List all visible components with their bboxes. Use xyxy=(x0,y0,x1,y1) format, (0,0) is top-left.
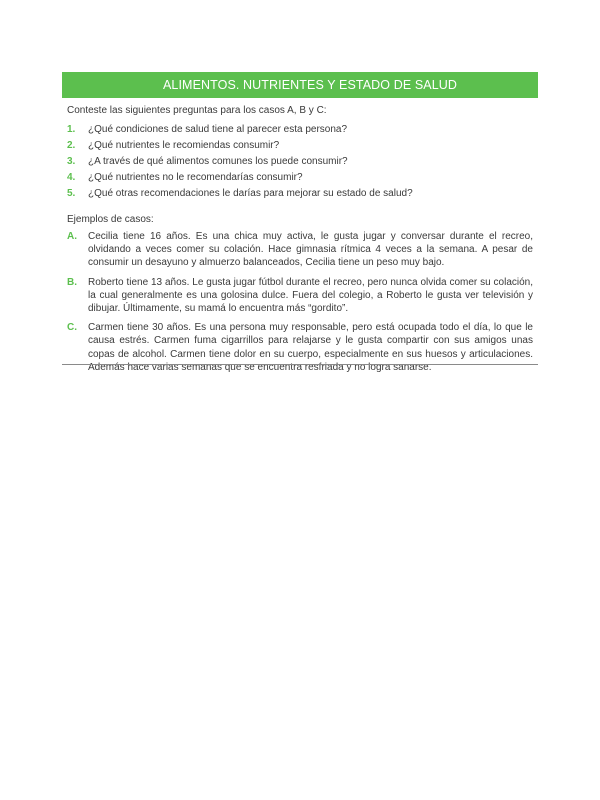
question-item xyxy=(67,171,533,187)
case-item xyxy=(67,276,533,316)
bottom-divider xyxy=(62,364,538,365)
question-list xyxy=(67,123,533,203)
question-text: ¿A través de qué alimentos comunes los puede consumir? xyxy=(88,156,348,167)
instructions-text: Conteste las siguientes preguntas para los casos A, B y C: xyxy=(67,105,327,116)
section-title: ALIMENTOS. NUTRIENTES Y ESTADO DE SALUD xyxy=(163,78,458,92)
case-text: Roberto tiene 13 años. Le gusta jugar fútbol durante el recreo, pero nunca olvida comer su colación, la cual generalmente es una golosina dulce. Fuera del colegio, a Roberto le gusta ver televisión y dibujar. Últimamente, su mamá lo encuentra más “gordito”. xyxy=(88,276,533,315)
question-text: ¿Qué condiciones de salud tiene al parecer esta persona? xyxy=(88,124,348,135)
worksheet-content xyxy=(67,104,533,380)
case-letter: A. xyxy=(67,231,77,242)
case-item xyxy=(67,230,533,270)
section-header-bar xyxy=(62,72,538,98)
case-list xyxy=(67,230,533,374)
question-text: ¿Qué nutrientes no le recomendarías consumir? xyxy=(88,172,303,183)
question-item xyxy=(67,155,533,171)
case-letter: B. xyxy=(67,276,77,288)
question-number: 1. xyxy=(67,124,76,135)
case-letter: C. xyxy=(67,322,77,334)
question-item xyxy=(67,187,533,203)
examples-heading: Ejemplos de casos: xyxy=(67,214,154,225)
case-item xyxy=(67,321,533,374)
case-text: Carmen tiene 30 años. Es una persona muy responsable, pero está ocupada todo el día, lo que le causa estrés. Carmen fuma cigarrillos para relajarse y le gusta compartir con sus amigos unas copas de alcohol. Carmen tiene dolor en su cuerpo, especialmente en sus huesos y articulaciones. Además hace varias semanas que se encuentra resfriada y no logra sanarse. xyxy=(88,322,533,373)
case-text: Cecilia tiene 16 años. Es una chica muy activa, le gusta jugar y conversar durante el recreo, olvidando a veces comer su colación. Hace gimnasia rítmica 4 veces a la semana. A pesar de consumir un desayuno y almuerzo balanceados, Cecilia tiene un peso muy bajo. xyxy=(88,231,533,269)
question-text: ¿Qué nutrientes le recomiendas consumir? xyxy=(88,140,280,151)
question-number: 4. xyxy=(67,172,76,183)
question-item xyxy=(67,123,533,139)
question-number: 5. xyxy=(67,188,76,199)
question-number: 3. xyxy=(67,156,76,167)
question-text: ¿Qué otras recomendaciones le darías para mejorar su estado de salud? xyxy=(88,188,413,199)
question-number: 2. xyxy=(67,140,76,151)
question-item xyxy=(67,139,533,155)
